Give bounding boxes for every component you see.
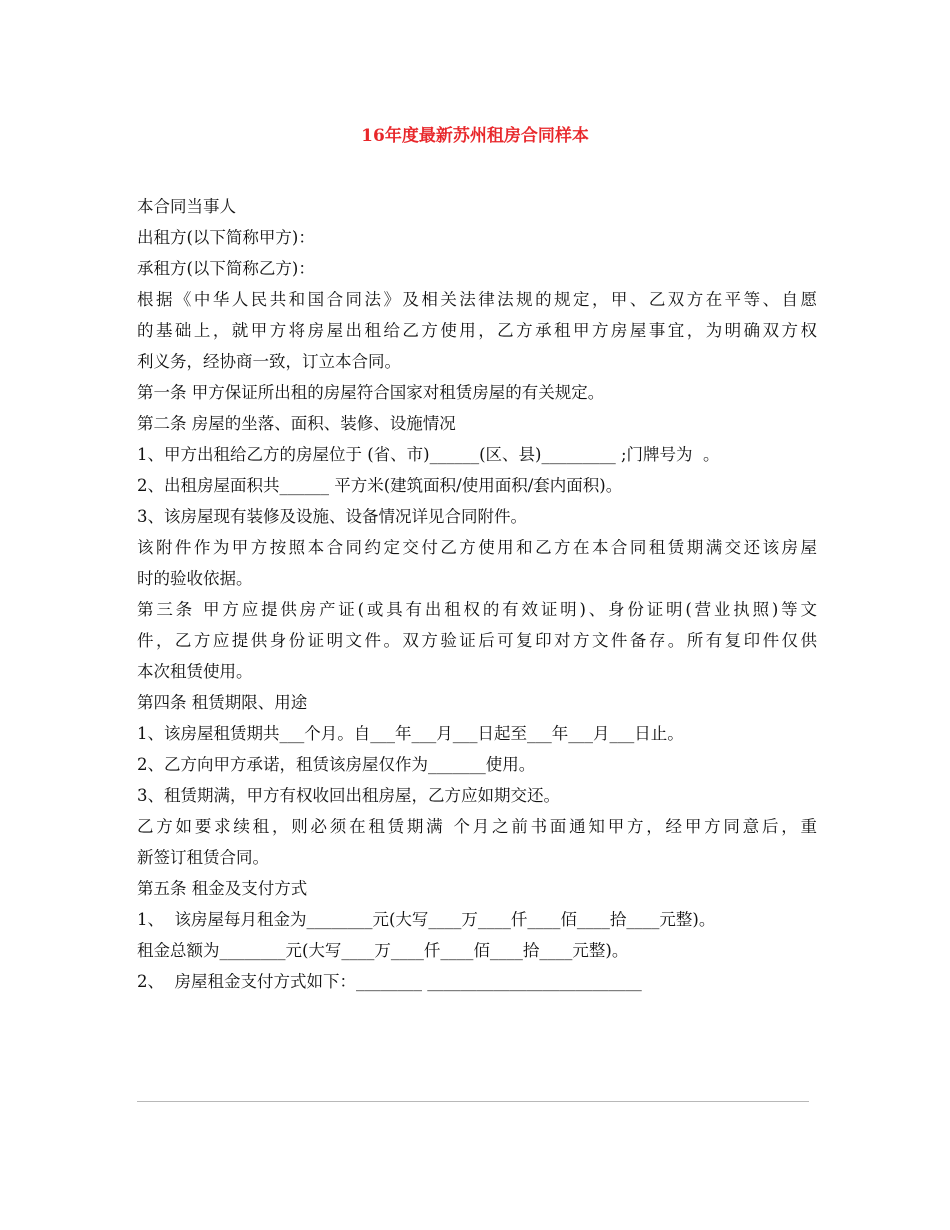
text-line: 本次租赁使用。 — [137, 662, 253, 681]
text-line: 租金总额为________元(大写____万____仟____佰____拾____元整)。 — [137, 941, 629, 960]
text-line: 第四条 租赁期限、用途 — [137, 693, 308, 712]
text-line: 承租方(以下简称乙方)： — [137, 259, 315, 278]
text-line: 第二条 房屋的坐落、面积、装修、设施情况 — [137, 414, 456, 433]
text-line: 3、租赁期满，甲方有权收回出租房屋，乙方应如期交还。 — [137, 786, 560, 805]
text-line: 的基础上，就甲方将房屋出租给乙方使用，乙方承租甲方房屋事宜，为明确双方权 — [137, 321, 817, 340]
text-line: 出租方(以下简称甲方)： — [137, 228, 315, 247]
text-line: 件，乙方应提供身份证明文件。双方验证后可复印对方文件备存。所有复印件仅供 — [137, 631, 817, 650]
text-line: 3、该房屋现有装修及设施、设备情况详见合同附件。 — [137, 507, 527, 526]
text-line: 2、乙方向甲方承诺，租赁该房屋仅作为_______使用。 — [137, 755, 536, 774]
text-line: 第一条 甲方保证所出租的房屋符合国家对租赁房屋的有关规定。 — [137, 383, 605, 402]
page-divider — [137, 1101, 809, 1102]
text-line: 2、出租房屋面积共______ 平方米(建筑面积/使用面积/套内面积)。 — [137, 476, 623, 495]
text-line: 本合同当事人 — [137, 197, 236, 216]
document-title: 16年度最新苏州租房合同样本 — [361, 126, 589, 146]
text-line: 该附件作为甲方按照本合同约定交付乙方使用和乙方在本合同租赁期满交还该房屋 — [137, 538, 817, 557]
text-line: 乙方如要求续租，则必须在租赁期满 个月之前书面通知甲方，经甲方同意后，重 — [137, 817, 817, 836]
text-line: 2、 房屋租金支付方式如下：________ __________________________ — [137, 972, 642, 991]
contract-body — [137, 191, 817, 997]
text-line: 1、 该房屋每月租金为________元(大写____万____仟____佰____拾____元整)。 — [137, 910, 716, 929]
text-line: 根据《中华人民共和国合同法》及相关法律法规的规定，甲、乙双方在平等、自愿 — [137, 290, 817, 309]
text-line: 利义务，经协商一致，订立本合同。 — [137, 352, 401, 371]
text-line: 1、该房屋租赁期共___个月。自___年___月___日起至___年___月___日止。 — [137, 724, 684, 743]
text-line: 第三条 甲方应提供房产证(或具有出租权的有效证明)、身份证明(营业执照)等文 — [137, 600, 817, 619]
text-line: 1、甲方出租给乙方的房屋位于 (省、市)______(区、县)_________ ;门牌号为 。 — [137, 445, 720, 464]
text-line: 新签订租赁合同。 — [137, 848, 269, 867]
text-line: 时的验收依据。 — [137, 569, 253, 588]
text-line: 第五条 租金及支付方式 — [137, 879, 308, 898]
